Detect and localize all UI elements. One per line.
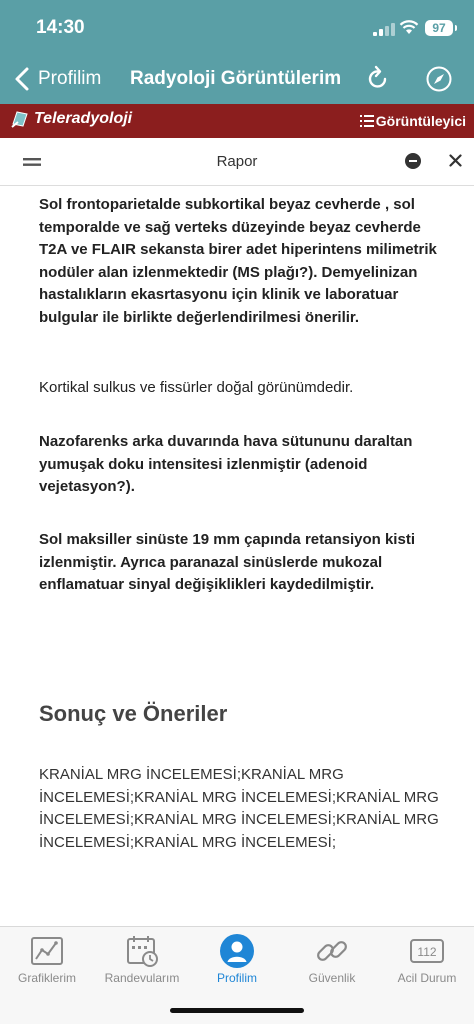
refresh-icon[interactable] xyxy=(366,65,390,93)
calendar-icon xyxy=(124,933,160,969)
status-time: 14:30 xyxy=(36,17,85,38)
logo-text: Teleradyoloji xyxy=(34,110,133,127)
link-icon xyxy=(314,933,350,969)
close-icon[interactable] xyxy=(449,154,462,167)
status-bar xyxy=(0,0,474,54)
back-button[interactable] xyxy=(12,64,101,94)
logo-mark-icon xyxy=(10,109,30,129)
teleradyoloji-logo xyxy=(10,109,132,129)
minimize-icon[interactable] xyxy=(405,153,421,169)
tab-label: Profilim xyxy=(216,971,257,985)
emergency-112-icon xyxy=(409,933,445,969)
report-content[interactable] xyxy=(0,186,474,926)
conclusion-heading: Sonuç ve Öneriler xyxy=(39,701,228,726)
page-title: Radyoloji Görüntülerim xyxy=(130,68,342,89)
back-label: Profilim xyxy=(38,68,102,89)
battery-indicator: 97 xyxy=(425,20,453,36)
emergency-badge-text: 112 xyxy=(417,945,437,959)
tab-guvenlik[interactable] xyxy=(285,933,379,985)
tab-acil-durum[interactable] xyxy=(380,933,474,985)
viewer-label: Görüntüleyici xyxy=(375,113,466,129)
nav-bar xyxy=(0,54,474,104)
report-panel-header xyxy=(0,138,474,186)
tab-profilim[interactable] xyxy=(190,933,284,985)
conclusion-text: KRANİAL MRG İNCELEMESİ;KRANİAL MRG İNCELEMESİ;KRANİAL MRG İNCELEMESİ;KRANİAL MRG İNCELEMESİ;KRANİAL MRG İNCELEMESİ;KRANİAL MRG İNCELEMESİ;KRANİAL MRG İNCELEMESİ; xyxy=(39,766,439,851)
tab-label: Grafiklerim xyxy=(17,971,76,985)
profile-icon xyxy=(219,933,255,969)
viewer-button[interactable] xyxy=(360,113,466,129)
panel-title: Rapor xyxy=(216,153,258,170)
tab-label: Acil Durum xyxy=(397,971,457,985)
tab-label: Güvenlik xyxy=(308,971,356,985)
signal-icon xyxy=(373,23,395,36)
report-paragraph: Kortikal sulkus ve fissürler doğal görünümdedir. xyxy=(39,379,354,396)
tab-grafiklerim[interactable] xyxy=(0,933,94,985)
report-paragraph: Sol frontoparietalde subkortikal beyaz cevherde , sol temporalde ve sağ verteks düzeyinde beyaz cevherde T2A ve FLAIR sekansta birer adet hiperintens milimetrik nodüler alan izlenmektedir (MS plağı?). Demyelinizan hastalıkların ekasrtasyonu için klinik ve laboratuar bulgular ile birlikte değerlendirilmesi önerilir. xyxy=(39,196,437,326)
tab-label: Randevularım xyxy=(104,971,180,985)
report-paragraph: Sol maksiller sinüste 19 mm çapında retansiyon kisti izlenmiştir. Ayrıca paranazal sinüslerde mukozal enflamatuar sinyal değişiklikleri kaydedilmiştir. xyxy=(39,531,415,593)
report-paragraph: Nazofarenks arka duvarında hava sütununu daraltan yumuşak doku intensitesi izlenmiştir (adenoid vejetasyon?). xyxy=(39,433,413,495)
home-indicator xyxy=(170,1008,304,1013)
brand-bar xyxy=(0,104,474,138)
wifi-icon xyxy=(399,20,419,35)
compass-icon[interactable] xyxy=(426,66,452,92)
list-icon xyxy=(360,115,374,127)
tab-randevularim[interactable] xyxy=(95,933,189,985)
chart-icon xyxy=(29,933,65,969)
chevron-left-icon xyxy=(12,66,34,92)
